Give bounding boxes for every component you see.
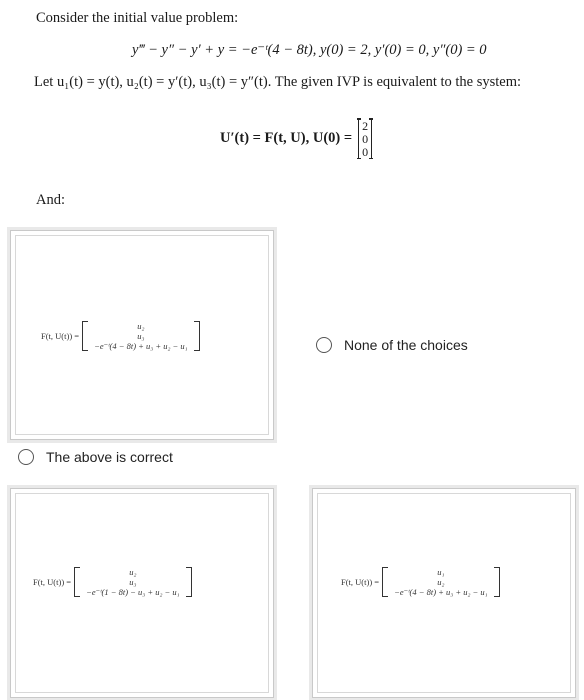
option-card-1[interactable] xyxy=(10,230,274,440)
option-label-above-correct: The above is correct xyxy=(46,449,173,465)
radio-above-is-correct[interactable] xyxy=(18,449,34,465)
option-1-matrix xyxy=(41,321,200,351)
system-intro-text: Let u₁(t) = y(t), u₂(t) = y′(t), u₃(t) = y″(t). The given IVP is equivalent to the system: xyxy=(34,74,522,90)
option-label-none: None of the choices xyxy=(344,337,468,353)
intro-text: Consider the initial value problem: xyxy=(36,10,239,26)
system-lhs: U′(t) = F(t, U), U(0) = xyxy=(220,130,353,146)
initial-vector xyxy=(358,118,372,159)
option-4-matrix xyxy=(33,567,192,597)
matrix-lhs: F(t, U(t)) = xyxy=(33,577,72,587)
matrix-lhs: F(t, U(t)) = xyxy=(41,331,80,341)
matrix-row: u₂ xyxy=(137,321,145,331)
option-5-matrix xyxy=(341,567,500,597)
matrix-row: −e⁻ᵗ(1 − 8t) − u₃ + u₂ − u₁ xyxy=(86,587,180,597)
matrix-lhs: F(t, U(t)) = xyxy=(341,577,380,587)
matrix-row: u₂ xyxy=(437,577,445,587)
matrix-row: u₃ xyxy=(137,331,145,341)
option-card-5[interactable] xyxy=(312,488,576,698)
system-equation xyxy=(220,118,372,159)
initial-vector-entry: 0 xyxy=(362,132,369,146)
matrix-row: −e⁻ᵗ(4 − 8t) + u₃ + u₂ − u₁ xyxy=(94,341,188,351)
matrix-row: u₃ xyxy=(129,577,137,587)
matrix-row: −e⁻ᵗ(4 − 8t) + u₃ + u₂ − u₁ xyxy=(394,587,488,597)
and-label: And: xyxy=(36,192,65,208)
matrix-row: u₁ xyxy=(437,567,445,577)
initial-vector-entry: 2 xyxy=(362,119,369,133)
option-card-4[interactable] xyxy=(10,488,274,698)
radio-none-of-the-choices[interactable] xyxy=(316,337,332,353)
matrix-row: u₂ xyxy=(129,567,137,577)
initial-vector-entry: 0 xyxy=(362,145,369,159)
ivp-equation: y‴ − y″ − y′ + y = −e⁻ᵗ(4 − 8t), y(0) = 2, y′(0) = 0, y″(0) = 0 xyxy=(132,42,487,58)
